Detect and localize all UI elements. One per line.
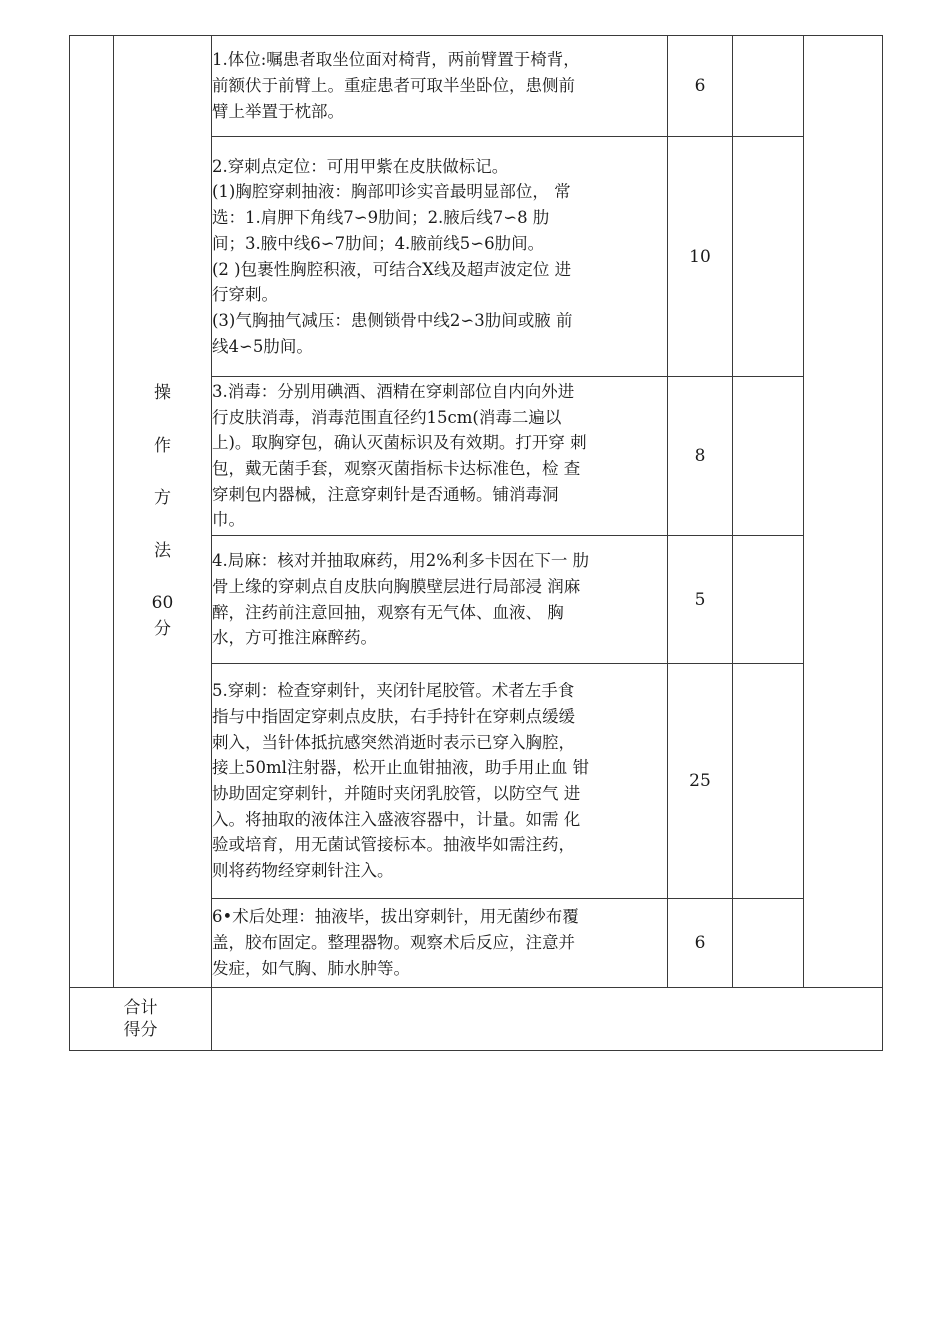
deduction-cell[interactable]: [733, 377, 804, 536]
step-line: 发症，如气胸、肺水肿等。: [212, 958, 410, 978]
step-content: [212, 899, 668, 988]
step-line: (1)胸腔穿刺抽液：胸部叩诊实音最明显部位， 常: [212, 182, 571, 202]
step-line: 巾。: [212, 510, 245, 530]
step-line: (2 )包裹性胸腔积液，可结合X线及超声波定位 进: [212, 259, 572, 279]
table-row: [70, 36, 883, 137]
deduction-cell[interactable]: [733, 536, 804, 664]
step-line: 骨上缘的穿刺点自皮肤向胸膜壁层进行局部浸 润麻: [212, 576, 581, 596]
step-line: 3.消毒：分别用碘酒、酒精在穿刺部位自内向外进: [212, 381, 575, 401]
section-char: 操: [154, 383, 171, 403]
total-score-cell[interactable]: [212, 988, 883, 1051]
total-label-cell: [70, 988, 212, 1051]
step-line: 2.穿刺点定位：可用甲紫在皮肤做标记。: [212, 156, 509, 176]
blank-first-column: [70, 36, 114, 988]
step-score: 10: [668, 137, 733, 377]
section-char: 方: [154, 488, 171, 508]
step-line: 4.局麻：核对并抽取麻药，用2%利多卡因在下一 肋: [212, 551, 590, 571]
step-line: 入。将抽取的液体注入盛液容器中，计量。如需 化: [212, 809, 581, 829]
scoring-table: [69, 35, 883, 1051]
step-line: 线4∽5肋间。: [212, 336, 313, 356]
total-label-line: 合计: [123, 998, 158, 1018]
total-row: [70, 988, 883, 1051]
deduction-cell[interactable]: [733, 899, 804, 988]
step-line: 间；3.腋中线6∽7肋间；4.腋前线5∽6肋间。: [212, 233, 545, 253]
deduction-cell[interactable]: [733, 664, 804, 899]
section-unit: 分: [154, 618, 171, 639]
step-line: 协助固定穿刺针，并随时夹闭乳胶管，以防空气 进: [212, 784, 581, 803]
step-line: 5.穿刺：检查穿刺针，夹闭针尾胶管。术者左手食: [212, 681, 575, 701]
deduction-cell[interactable]: [733, 137, 804, 377]
step-content: [212, 36, 668, 137]
step-score: 8: [668, 377, 733, 536]
section-char: 作: [154, 435, 171, 456]
step-line: 行穿刺。: [212, 285, 278, 305]
step-score: 6: [668, 899, 733, 988]
section-char: 法: [154, 540, 171, 561]
step-line: 臂上举置于枕部。: [212, 101, 344, 121]
step-line: 接上50ml注射器，松开止血钳抽液，助手用止血 钳: [212, 758, 590, 778]
step-line: 指与中指固定穿刺点皮肤，右手持针在穿刺点缓缓: [212, 706, 575, 726]
step-score: 5: [668, 536, 733, 664]
deduction-cell[interactable]: [733, 36, 804, 137]
total-label-line: 得分: [123, 1020, 158, 1040]
step-line: 选：1.肩胛下角线7∽9肋间；2.腋后线7∽8 肋: [212, 208, 550, 228]
step-line: 行皮肤消毒，消毒范围直径约15cm(消毒二遍以: [212, 407, 562, 427]
step-score: 6: [668, 36, 733, 137]
step-line: 水，方可推注麻醉药。: [212, 628, 377, 648]
step-line: 盖，胶布固定。整理器物。观察术后反应，注意并: [212, 933, 575, 953]
step-line: 醉，注药前注意回抽，观察有无气体、血液、 胸: [212, 602, 564, 622]
step-line: 上)。取胸穿包，确认灭菌标识及有效期。打开穿 刺: [212, 433, 587, 453]
step-line: 验或培育，用无菌试管接标本。抽液毕如需注药，: [212, 835, 575, 855]
step-line: (3)气胸抽气减压：患侧锁骨中线2∽3肋间或腋 前: [212, 310, 573, 330]
step-line: 刺入，当针体抵抗感突然消逝时表示已穿入胸腔，: [212, 732, 575, 752]
step-line: 则将药物经穿刺针注入。: [212, 861, 394, 881]
step-line: 6•术后处理：抽液毕，拔出穿刺针，用无菌纱布覆: [212, 907, 579, 927]
section-points: 60: [151, 593, 174, 613]
remarks-cell[interactable]: [804, 36, 883, 988]
step-content: [212, 664, 668, 899]
step-content: [212, 137, 668, 377]
step-line: 穿刺包内器械，注意穿刺针是否通畅。铺消毒洞: [212, 484, 559, 504]
step-line: 1.体位:嘱患者取坐位面对椅背，两前臂置于椅背，: [212, 50, 580, 70]
step-content: [212, 377, 668, 536]
step-line: 前额伏于前臂上。重症患者可取半坐卧位，患侧前: [212, 76, 575, 96]
step-score: 25: [668, 664, 733, 899]
step-line: 包，戴无菌手套，观察灭菌指标卡达标准色，检 查: [212, 459, 581, 478]
step-content: [212, 536, 668, 664]
section-label-cell: [114, 36, 212, 988]
